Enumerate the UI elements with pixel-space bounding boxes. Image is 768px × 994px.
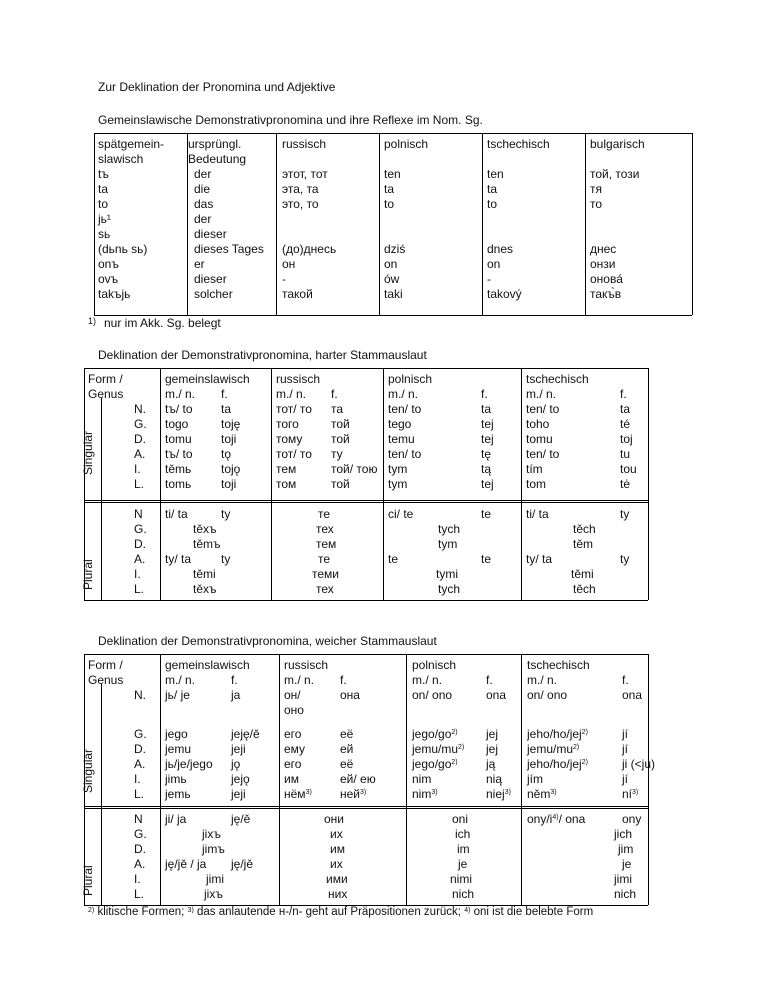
header-czech: tschechisch: [487, 137, 550, 151]
cz-mn-singular: ten/ to toho tomu ten/ to tím tom: [526, 402, 560, 491]
pl-f-singular: ta tej tej tę tą tej: [481, 402, 494, 491]
pl-mn-d: jemu/$mu^{2)}$: [412, 742, 465, 756]
cz-pl-a1: ty/ ta: [526, 552, 553, 566]
pl-pl-n1: ci/ te: [388, 507, 414, 521]
gs-mn-singular: jego jemu jь/je/jego jimь jemь: [165, 727, 213, 801]
gs-mn-n: jь/ je: [165, 688, 190, 702]
ru-f-singular: её ей её ей/ ею: [340, 727, 376, 786]
pl-pl-i: nimi: [450, 872, 473, 886]
pl-f-singular: jej jej ją nią: [486, 727, 503, 786]
pl-mn-g: jego/$go^{2)}$: [412, 727, 458, 741]
col-original-meaning: der die das der dieser dieses Tages er dieser solcher: [194, 167, 264, 301]
cz-pl-n1: ony/$i^{4)}/$ ona: [527, 812, 586, 826]
gs-pl-a1: ję/jě / ja: [165, 857, 207, 871]
cz-f-singular: jí jí ji (<ju) jí: [622, 727, 656, 786]
cz-f-header: f.: [622, 673, 629, 687]
ru-header: russisch: [276, 372, 321, 386]
footnote-mark-1: 1): [88, 316, 97, 326]
cz-pl-i: těmi: [571, 567, 594, 581]
pl-mn-header: m./ n.: [412, 673, 443, 687]
pl-f-header: f.: [481, 387, 488, 401]
cz-f-locative: $ní^{3)}$: [622, 787, 639, 801]
cases-plural: N G. D. A. I. L.: [134, 507, 147, 596]
case-n: N.: [134, 688, 146, 702]
gs-pl-g: jixъ: [202, 827, 221, 841]
pl-pl-a1: te: [388, 552, 399, 566]
header-polish: polnisch: [384, 137, 429, 151]
cz-mn-d: jemu/$mu^{2)}$: [527, 742, 580, 756]
ru-pl-l: них: [328, 887, 348, 901]
col-polish: ten ta to dziś on ów taki: [384, 167, 406, 301]
header-original-meaning: ursprüngl. Bedeutung: [188, 137, 247, 166]
gs-mn-header: m./ n.: [165, 387, 196, 401]
gs-pl-a2: ję/jě: [231, 857, 254, 871]
cz-pl-l: nich: [614, 887, 637, 901]
pl-mn-singular: ten/ to tego temu ten/ to tym tym: [388, 402, 422, 491]
cz-header: tschechisch: [527, 658, 590, 672]
gs-header: gemeinslawisch: [165, 372, 250, 386]
header-russian: russisch: [282, 137, 327, 151]
section3-heading: Deklination der Demonstrativpronomina, weicher Stammauslaut: [98, 634, 437, 648]
gs-f-header: f.: [221, 387, 228, 401]
pl-mn-header: m./ n.: [388, 387, 419, 401]
ru-pl-g: их: [330, 827, 343, 841]
pl-pl-i: tymi: [436, 567, 458, 581]
gs-pl-d: jimъ: [202, 842, 225, 856]
cz-f-singular: ta té toj tu tou tė: [620, 402, 637, 491]
pl-pl-a: je: [458, 857, 468, 871]
gs-pl-n2: ję/ě: [231, 812, 251, 826]
col-czech: ten ta to dnes on - takový: [487, 167, 522, 301]
cz-f-n: ona: [622, 688, 643, 702]
gs-f-header: f.: [231, 673, 238, 687]
ru-mn-header: m./ n.: [284, 673, 315, 687]
pl-pl-n: oni: [452, 812, 469, 826]
gs-pl-n2: ty: [221, 507, 231, 521]
ru-f-header: f.: [340, 673, 347, 687]
form-genus-label: Form / Genus: [88, 372, 124, 401]
plural-label: Plural: [81, 865, 95, 896]
pl-mn-l: nim$^{3)}$: [412, 787, 438, 801]
gs-pl-i: jimi: [206, 872, 224, 886]
cz-mn-header: m./ n.: [526, 387, 557, 401]
pl-pl-a2: te: [481, 552, 492, 566]
gs-f-singular: jeję/ě jeji jǫ jejǫ jeji: [231, 727, 260, 801]
cz-header: tschechisch: [526, 372, 589, 386]
gs-mn-header: m./ n.: [165, 673, 196, 687]
col-bulgarian: той, този тя то днес онзи онова́ такъ̀в: [590, 167, 640, 301]
gs-pl-g: těxъ: [193, 522, 217, 536]
pl-f-header: f.: [486, 673, 493, 687]
cases-singular: G. D. A. I. L.: [134, 727, 147, 801]
ru-pl-i: теми: [312, 567, 339, 581]
cz-pl-n1: ti/ ta: [526, 507, 549, 521]
ru-pl-d: им: [330, 842, 345, 856]
gs-pl-n1: ti/ ta: [165, 507, 188, 521]
pl-mn-a: jego/$go^{2)}$: [412, 757, 458, 771]
ru-mn-header: m./ n.: [276, 387, 307, 401]
pl-f-n: ona: [486, 688, 507, 702]
pl-pl-d: im: [457, 842, 470, 856]
cz-mn-header: m./ n.: [527, 673, 558, 687]
footnote-section3: $^{2)}$ klitische Formen; $^{3)}$ das anlautende н-/n- geht auf Präpositionen zurück; $^{4)}$ oni ist die belebte Form: [88, 906, 594, 918]
pl-header: polnisch: [412, 658, 457, 672]
gs-pl-d: těmъ: [193, 537, 221, 551]
pl-pl-d: tym: [438, 537, 458, 551]
cases-plural: N G. D. A. I. L.: [134, 812, 147, 901]
singular-label: Singular: [81, 430, 95, 475]
header-late-common-slavic: spätgemein- slawisch: [98, 137, 165, 166]
pl-header: polnisch: [388, 372, 433, 386]
gs-mn-singular: tъ/ to togo tomu tъ/ to těmь tomь: [165, 402, 193, 491]
gs-pl-i: těmi: [193, 567, 216, 581]
cz-mn-n: on/ ono: [527, 688, 568, 702]
ru-f-header: f.: [331, 387, 338, 401]
gs-pl-a2: ty: [221, 552, 231, 566]
plural-label: Plural: [81, 559, 95, 590]
section2-heading: Deklination der Demonstrativpronomina, harter Stammauslaut: [98, 348, 427, 362]
singular-label: Singular: [81, 748, 95, 793]
cz-mn-g: jeho/ho/jej$^{2)}$: [527, 727, 588, 741]
ru-f-locative: ней$^{3)}$: [340, 787, 367, 801]
cz-pl-l: těch: [573, 582, 596, 596]
pl-pl-l: tych: [438, 582, 461, 596]
cz-mn-l: něm$^{3)}$: [527, 787, 557, 801]
footnote-1: nur im Akk. Sg. belegt: [104, 316, 221, 330]
page-title: Zur Deklination der Pronomina und Adjektive: [98, 80, 336, 94]
pl-mn-i: nim: [412, 772, 432, 786]
ru-header: russisch: [284, 658, 329, 672]
ru-mn-singular: его ему его им: [284, 727, 306, 786]
cz-mn-i: jím: [527, 772, 543, 786]
ru-pl-n: те: [318, 507, 331, 521]
col-late-common-slavic: tъ ta to jь¹ sь (dьnь sь) onъ ovъ takъjь: [98, 167, 148, 301]
ru-pl-g: тех: [316, 522, 334, 536]
gs-pl-l: těxъ: [193, 582, 217, 596]
gs-header: gemeinslawisch: [165, 658, 250, 672]
gs-f-n: ja: [231, 688, 241, 702]
ru-pl-i: ими: [326, 872, 348, 886]
pl-mn-n: on/ ono: [412, 688, 453, 702]
cz-pl-i: jimi: [614, 872, 632, 886]
pl-pl-l: nich: [452, 887, 475, 901]
gs-pl-n1: ji/ ja: [165, 812, 187, 826]
cz-pl-d: těm: [573, 537, 594, 551]
pl-pl-n2: te: [481, 507, 492, 521]
cz-pl-g: jich: [614, 827, 633, 841]
cz-pl-n2: ty: [620, 507, 630, 521]
cz-pl-a: je: [622, 857, 632, 871]
form-genus-label: Form / Genus: [88, 658, 124, 687]
col-russian: этот, тот эта, та это, то (до)днесь он - такой: [282, 167, 337, 301]
gs-pl-l: jixъ: [204, 887, 223, 901]
cz-pl-n2: ony: [622, 812, 642, 826]
gs-f-singular: ta toję toji tǫ tojǫ toji: [221, 402, 241, 491]
pl-pl-g: tych: [438, 522, 461, 536]
ru-mn-n: он/ оно: [284, 688, 304, 717]
gs-pl-a1: ty/ ta: [165, 552, 192, 566]
cz-mn-a: jeho/ho/jej$^{2)}$: [527, 757, 588, 771]
section1-heading: Gemeinslawische Demonstrativpronomina und ihre Reflexe im Nom. Sg.: [98, 113, 483, 127]
header-bulgarian: bulgarisch: [590, 137, 645, 151]
ru-pl-l: тех: [316, 582, 334, 596]
ru-mn-locative: нём$^{3)}$: [284, 787, 312, 801]
ru-mn-singular: тот/ то того тому тот/ то тем том: [276, 402, 312, 491]
ru-pl-d: тем: [316, 537, 337, 551]
cz-pl-d: jim: [618, 842, 634, 856]
pl-f-locative: niej$^{3)}$: [486, 787, 511, 801]
cz-pl-a2: ty: [620, 552, 630, 566]
cz-f-header: f.: [620, 387, 627, 401]
pl-pl-g: ich: [455, 827, 471, 841]
ru-pl-n: они: [324, 812, 345, 826]
ru-f-n: она: [340, 688, 360, 702]
ru-f-singular: та той той ту той/ тою той: [331, 402, 378, 491]
ru-pl-a: те: [318, 552, 331, 566]
cases-singular: N. G. D. A. I. L.: [134, 402, 147, 491]
cz-pl-g: těch: [573, 522, 596, 536]
ru-pl-a: их: [330, 857, 343, 871]
